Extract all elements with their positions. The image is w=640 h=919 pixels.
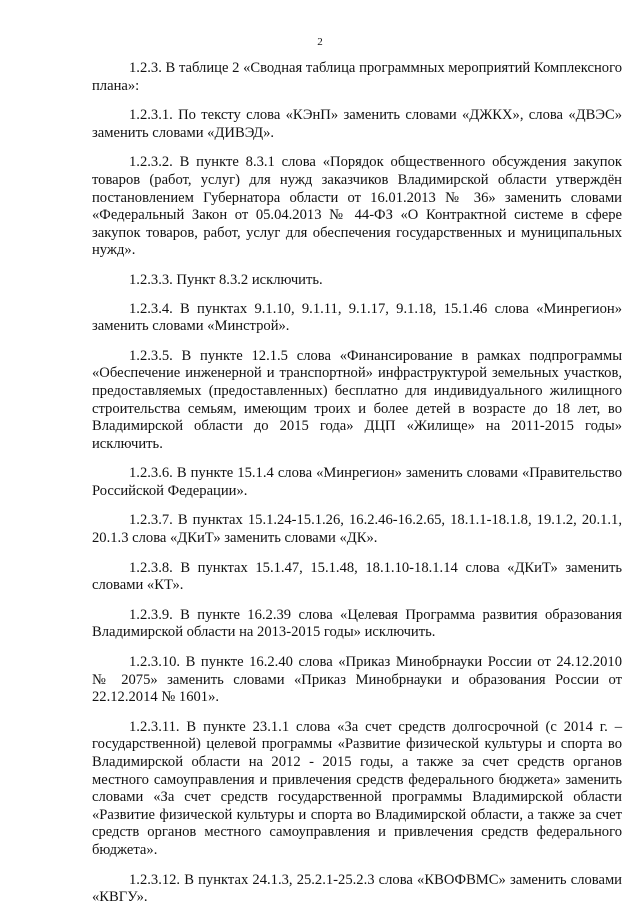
paragraph-1-2-3-11: 1.2.3.11. В пункте 23.1.1 слова «За счет средств долгосрочной (с 2014 г. – государственной) целевой программы «Развитие физической культуры и спорта во Владимирской области на 2012 - 2015 годы, а также за счет средств органов местного самоуправления и привлечения средств федерального бюджета» заменить словами «За счет средств государственной программы Владимирской области «Развитие физической культуры и спорта во Владимирской области, а также за счет средств органов местного самоуправления и привлечения средств федерального бюджета». [92,718,622,858]
document-body [92,60,622,919]
paragraph-1-2-3-5: 1.2.3.5. В пункте 12.1.5 слова «Финансирование в рамках подпрограммы «Обеспечение инженерной и транспортной» инфраструктурой земельных участков, предоставляемых (предоставленных) бесплатно для индивидуального жилищного строительства семьям, имеющим троих и более детей в возрасте до 18 лет, во Владимирской области до 2015 года» ДЦП «Жилище» на 2011-2015 годы» исключить. [92,347,622,452]
paragraph-1-2-3-7: 1.2.3.7. В пунктах 15.1.24-15.1.26, 16.2.46-16.2.65, 18.1.1-18.1.8, 19.1.2, 20.1.1, 20.1.3 слова «ДКиТ» заменить словами «ДК». [92,512,622,547]
paragraph-1-2-3-3: 1.2.3.3. Пункт 8.3.2 исключить. [129,271,323,288]
paragraph-1-2-3-9: 1.2.3.9. В пункте 16.2.39 слова «Целевая Программа развития образования Владимирской области на 2013-2015 годы» исключить. [92,606,622,641]
paragraph-1-2-3: 1.2.3. В таблице 2 «Сводная таблица программных мероприятий Комплексного плана»: [92,60,622,94]
paragraph-1-2-3-8: 1.2.3.8. В пунктах 15.1.47, 15.1.48, 18.1.10-18.1.14 слова «ДКиТ» заменить словами «КТ». [92,559,622,594]
page-number: 2 [317,36,323,48]
paragraph-1-2-3-1: 1.2.3.1. По тексту слова «КЭнП» заменить словами «ДЖКХ», слова «ДВЭС» заменить словами «ДИВЭД». [92,107,622,141]
paragraph-1-2-3-12: 1.2.3.12. В пунктах 24.1.3, 25.2.1-25.2.3 слова «КВОФВМС» заменить словами «КВГУ». [92,871,622,906]
paragraph-1-2-3-2: 1.2.3.2. В пункте 8.3.1 слова «Порядок общественного обсуждения закупок товаров (работ, услуг) для нужд заказчиков Владимирской области утверждён постановлением Губернатора области от 16.01.2013 № 36» заменить словами «Федеральный Закон от 05.04.2013 № 44-ФЗ «О Контрактной системе в сфере закупок товаров, работ, услуг для обеспечения государственных и муниципальных нужд». [92,154,622,259]
paragraph-1-2-3-4: 1.2.3.4. В пунктах 9.1.10, 9.1.11, 9.1.17, 9.1.18, 15.1.46 слова «Минрегион» заменить словами «Минстрой». [92,300,622,335]
paragraph-1-2-3-10: 1.2.3.10. В пункте 16.2.40 слова «Приказ Минобрнауки России от 24.12.2010 № 2075» заменить словами «Приказ Минобрнауки и образования России от 22.12.2014 № 1601». [92,654,622,706]
paragraph-1-2-3-6: 1.2.3.6. В пункте 15.1.4 слова «Минрегион» заменить словами «Правительство Российской Федерации». [92,465,622,499]
